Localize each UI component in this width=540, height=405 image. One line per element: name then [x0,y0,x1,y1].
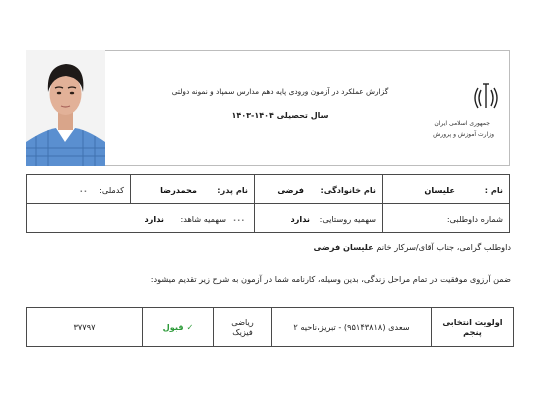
ministry-line-2: وزارت آموزش و پرورش [433,131,494,138]
iran-emblem-icon [466,80,506,114]
martyr-quota-cell [26,203,255,233]
father-name-cell [130,174,255,204]
martyr-quota-label: سهمیه شاهد: [180,214,226,224]
letter-body: ضمن آرزوی موفقیت در تمام مراحل زندگی، بدین وسیله، کارنامه شما در آزمون به شرح زیر تقدیم میشود: [150,274,511,284]
martyr-quota-value: ندارد [144,214,164,224]
code-cell: ۳۷۷۹۷ [26,307,143,347]
rural-quota-cell [233,203,383,233]
candidate-number-value: ... [233,213,246,223]
school-cell: سعدی (۹۵۱۴۳۸۱۸) - تبریز،ناحیه ۲ [271,307,432,347]
candidate-number-cell [382,203,510,233]
report-title: گزارش عملکرد در آزمون ورودی پایه دهم مدارس سمپاد و نمونه دولتی [171,87,389,96]
national-id-value: .. [79,184,88,194]
first-name-cell [382,174,510,204]
father-name-label: نام پدر: [217,185,248,195]
priority-cell: اولویت انتخابی پنجم [431,307,514,347]
national-id-label: کدملی: [99,185,124,195]
status-cell [142,307,214,347]
ministry-line-1: جمهوری اسلامی ایران [434,120,490,127]
greeting-prefix: داوطلب گرامی، جناب آقای/سرکار خانم [376,242,511,252]
first-name-value: علیسان [424,185,455,195]
field-line-1: ریاضی [231,317,254,327]
national-id-cell [26,174,131,204]
first-name-label: نام : [484,185,503,195]
greeting [314,242,511,252]
last-name-value: فرضی [277,185,304,195]
rural-quota-value: ندارد [290,214,310,224]
last-name-cell [254,174,383,204]
candidate-number-label: شماره داوطلبی: [446,214,503,224]
father-name-value: محمدرضا [160,185,197,195]
rural-quota-label: سهمیه روستایی: [319,214,376,224]
accepted-status-badge: ✓ قبول [162,322,194,332]
field-cell [213,307,272,347]
candidate-photo [26,50,105,166]
greeting-name: علیسان فرضی [313,242,374,252]
last-name-label: نام خانوادگی: [320,185,376,195]
academic-year: سال تحصیلی ۱۴۰۴-۱۴۰۳ [231,111,329,120]
field-line-2: فیزیک [232,327,253,337]
